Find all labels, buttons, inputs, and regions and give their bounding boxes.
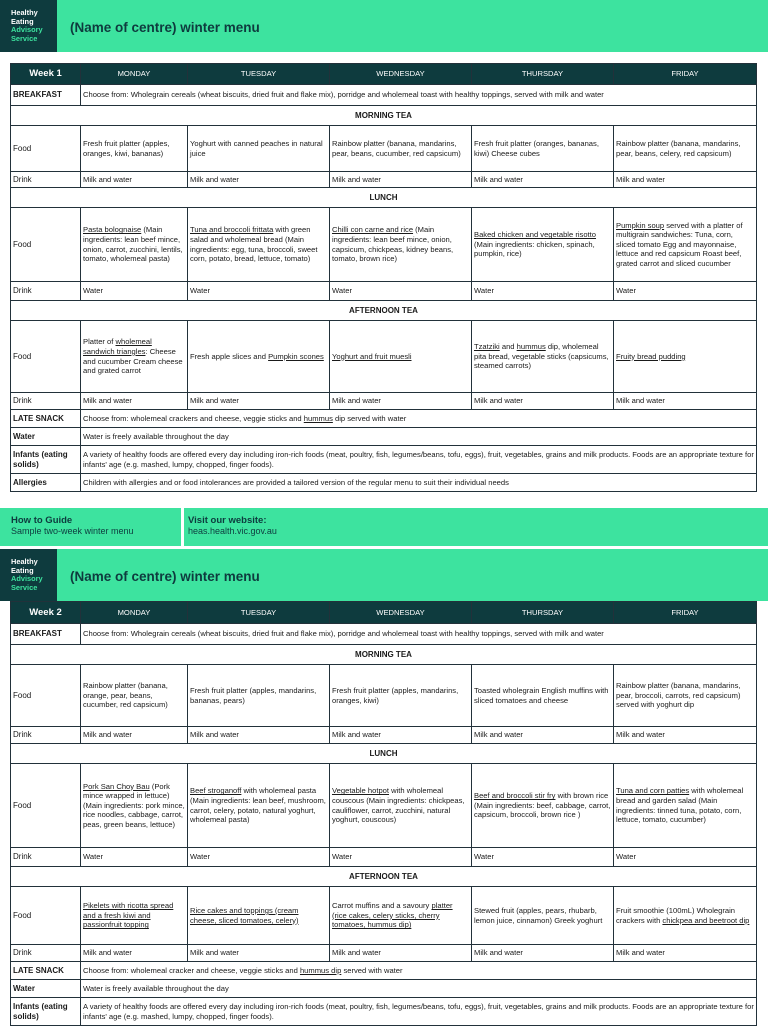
drink-row: Drink Water Water Water Water Water bbox=[11, 282, 757, 301]
menu-cell: Chilli con carne and rice (Main ingredients: lean beef mince, onion, capsicum, chickpeas, kidney beans, tomato, brown rice) bbox=[330, 208, 472, 282]
section-row: AFTERNOON TEA bbox=[11, 867, 757, 887]
menu-cell: Yoghurt with canned peaches in natural juice bbox=[188, 126, 330, 172]
recipe-link[interactable]: chickpea and beetroot dip bbox=[662, 915, 750, 925]
page-title: (Name of centre) winter menu bbox=[70, 20, 260, 35]
day-header: TUESDAY bbox=[188, 64, 330, 85]
table-header-row bbox=[11, 64, 757, 85]
recipe-link[interactable]: Pumpkin soup bbox=[616, 220, 665, 230]
recipe-link[interactable]: Tuna and broccoli frittata bbox=[190, 225, 274, 235]
guide-band bbox=[0, 508, 768, 546]
food-row: Food Pork San Choy Bau (Pork mince wrapped in lettuce) (Main ingredients: pork mince, rice noodles, cabbage, carrot, peas, green beans, lettuce) Beef stroganoff with wholemeal pasta (Main ingredients: lean beef, mushroom, carrot, celery, potato, natural yoghurt, wholemeal pasta) Vegetable hotpot with wholemeal couscous (Main ingredients: chickpeas, cauliflower, carrot, zucchini, natural yoghurt, couscous) Beef and broccoli stir fry with brown rice (Main ingredients: beef, cabbage, carrot, capsicum, broccoli, brown rice ) Tuna and corn patties with wholemeal bread and garden salad (Main ingredients: tinned tuna, potato, corn, lettuce, tomato, cucumber) bbox=[11, 764, 757, 848]
section-row: MORNING TEA bbox=[11, 106, 757, 126]
day-header: FRIDAY bbox=[614, 602, 757, 624]
food-row: Food Fresh fruit platter (apples, oranges, kiwi, bananas) Yoghurt with canned peaches in natural juice Rainbow platter (banana, mandarins, pear, beans, cucumber, red capsicum) Fresh fruit platter (oranges, bananas, kiwi) Cheese cubes Rainbow platter (banana, mandarins, pear, beans, celery, red capsicum) bbox=[11, 126, 757, 172]
recipe-link[interactable]: Pork San Choy Bau bbox=[83, 781, 150, 791]
water-row: Water Water is freely available throughout the day bbox=[11, 428, 757, 446]
day-header: MONDAY bbox=[81, 64, 188, 85]
late-snack-row: LATE SNACK Choose from: wholemeal cracker and cheese, veggie sticks and hummus dip served with water bbox=[11, 962, 757, 980]
day-header: FRIDAY bbox=[614, 64, 757, 85]
drink-row: Drink Milk and water Milk and water Milk and water Milk and water Milk and water bbox=[11, 393, 757, 410]
recipe-link[interactable]: Pikelets with ricotta spread and a fresh kiwi and passionfruit topping bbox=[83, 901, 174, 930]
week-1-menu-table bbox=[10, 63, 757, 492]
recipe-link[interactable]: Rice cakes and toppings (cream cheese, sliced tomatoes, celery) bbox=[190, 905, 299, 925]
recipe-link[interactable]: Pumpkin scones bbox=[268, 351, 324, 361]
section-row: AFTERNOON TEA bbox=[11, 301, 757, 321]
drink-row: Drink Milk and water Milk and water Milk and water Milk and water Milk and water bbox=[11, 172, 757, 188]
page-title: (Name of centre) winter menu bbox=[70, 569, 260, 584]
menu-cell bbox=[614, 321, 757, 393]
drink-row: Drink Milk and water Milk and water Milk and water Milk and water Milk and water bbox=[11, 727, 757, 744]
menu-cell: Tuna and corn patties with wholemeal bread and garden salad (Main ingredients: tinned tuna, potato, corn, lettuce, tomato, cucumber) bbox=[614, 764, 757, 848]
menu-cell: Beef stroganoff with wholemeal pasta (Main ingredients: lean beef, mushroom, carrot, celery, potato, natural yoghurt, wholemeal pasta) bbox=[188, 764, 330, 848]
recipe-link[interactable]: wholemeal sandwich triangles bbox=[83, 337, 152, 356]
drink-row: Drink Water Water Water Water Water bbox=[11, 848, 757, 867]
recipe-link[interactable]: hummus bbox=[303, 413, 333, 423]
menu-cell: Fresh fruit platter (apples, oranges, kiwi, bananas) bbox=[81, 126, 188, 172]
how-to-guide: How to Guide Sample two-week winter menu bbox=[11, 515, 134, 536]
menu-cell: Rainbow platter (banana, orange, pear, beans, cucumber, red capsicum) bbox=[81, 665, 188, 727]
menu-cell: Carrot muffins and a savoury platter (rice cakes, celery sticks, cherry tomatoes, hummus dip) bbox=[330, 887, 472, 945]
menu-cell bbox=[188, 887, 330, 945]
menu-cell: Tzatziki and hummus dip, wholemeal pita bread, vegetable sticks (capsicums, steamed carrots) bbox=[472, 321, 614, 393]
menu-cell: Stewed fruit (apples, pears, rhubarb, lemon juice, cinnamon) Greek yoghurt bbox=[472, 887, 614, 945]
section-row: LUNCH bbox=[11, 744, 757, 764]
day-header: TUESDAY bbox=[188, 602, 330, 624]
menu-cell: Fruit smoothie (100mL) Wholegrain crackers with chickpea and beetroot dip bbox=[614, 887, 757, 945]
food-row: Food Platter of wholemeal sandwich triangles: Cheese and cucumber Cream cheese and grated carrot Fresh apple slices and Pumpkin scones Yoghurt and fruit muesli Tzatziki and hummus dip, wholemeal pita bread, vegetable sticks (capsicums, steamed carrots) Fruity bread pudding bbox=[11, 321, 757, 393]
infants-row: Infants (eating solids) A variety of healthy foods are offered every day including iron-rich foods (meat, poultry, fish, legumes/beans, tofu, eggs), fruit, vegetables, grains and milk products. Foods are an appropriate texture for infants' age (e.g. mashed, lumpy, chopped, finger foods). bbox=[11, 446, 757, 474]
heas-logo: Healthy Eating Advisory Service bbox=[0, 549, 57, 601]
late-snack-row: LATE SNACK Choose from: wholemeal crackers and cheese, veggie sticks and hummus dip served with water bbox=[11, 410, 757, 428]
menu-cell: Platter of wholemeal sandwich triangles: Cheese and cucumber Cream cheese and grated carrot bbox=[81, 321, 188, 393]
menu-cell bbox=[81, 887, 188, 945]
menu-cell: Tuna and broccoli frittata with green salad and wholemeal bread (Main ingredients: egg, tuna, broccoli, sweet corn, potato, bread, lettuce, tomato) bbox=[188, 208, 330, 282]
heas-logo: Healthy Eating Advisory Service bbox=[0, 0, 57, 52]
recipe-link[interactable]: Tuna and corn patties bbox=[616, 786, 690, 796]
food-row: Food Pikelets with ricotta spread and a fresh kiwi and passionfruit topping Rice cakes and toppings (cream cheese, sliced tomatoes, celery) Carrot muffins and a savoury platter (rice cakes, celery sticks, cherry tomatoes, hummus dip) Stewed fruit (apples, pears, rhubarb, lemon juice, cinnamon) Greek yoghurt Fruit smoothie (100mL) Wholegrain crackers with chickpea and beetroot dip bbox=[11, 887, 757, 945]
section-row: MORNING TEA bbox=[11, 645, 757, 665]
menu-cell: Rainbow platter (banana, mandarins, pear, beans, celery, red capsicum) bbox=[614, 126, 757, 172]
divider bbox=[181, 508, 184, 546]
website-link[interactable]: heas.health.vic.gov.au bbox=[188, 526, 277, 536]
menu-cell: Baked chicken and vegetable risotto (Main ingredients: chicken, spinach, pumpkin, rice) bbox=[472, 208, 614, 282]
recipe-link[interactable]: platter (rice cakes, celery sticks, cherry tomatoes, hummus dip) bbox=[332, 901, 453, 930]
header-week-2 bbox=[0, 549, 768, 601]
week-label: Week 1 bbox=[11, 64, 81, 85]
menu-cell: Toasted wholegrain English muffins with sliced tomatoes and cheese bbox=[472, 665, 614, 727]
website-block: Visit our website: heas.health.vic.gov.au bbox=[188, 515, 277, 536]
breakfast-row: BREAKFAST Choose from: Wholegrain cereals (wheat biscuits, dried fruit and flake mix), porridge and wholemeal toast with healthy toppings, served with milk and water bbox=[11, 624, 757, 645]
menu-cell: Rainbow platter (banana, mandarins, pear, beans, cucumber, red capsicum) bbox=[330, 126, 472, 172]
menu-cell: Fresh apple slices and Pumpkin scones bbox=[188, 321, 330, 393]
breakfast-row: BREAKFAST Choose from: Wholegrain cereals (wheat biscuits, dried fruit and flake mix), porridge and wholemeal toast with healthy toppings, served with milk and water bbox=[11, 85, 757, 106]
header-week-1 bbox=[0, 0, 768, 52]
recipe-link[interactable]: Yoghurt and fruit muesli bbox=[332, 351, 412, 361]
menu-cell: Fresh fruit platter (apples, mandarins, oranges, kiwi) bbox=[330, 665, 472, 727]
day-header: WEDNESDAY bbox=[330, 64, 472, 85]
food-row: Food Rainbow platter (banana, orange, pear, beans, cucumber, red capsicum) Fresh fruit platter (apples, mandarins, bananas, pears) Fresh fruit platter (apples, mandarins, oranges, kiwi) Toasted wholegrain English muffins with sliced tomatoes and cheese Rainbow platter (banana, mandarins, pear, broccoli, carrots, red capsicum) served with yoghurt dip bbox=[11, 665, 757, 727]
day-header: THURSDAY bbox=[472, 64, 614, 85]
recipe-link[interactable]: Beef and broccoli stir fry bbox=[474, 791, 556, 801]
water-row: Water Water is freely available throughout the day bbox=[11, 980, 757, 998]
recipe-link[interactable]: Fruity bread pudding bbox=[616, 351, 686, 361]
menu-cell: Fresh fruit platter (apples, mandarins, bananas, pears) bbox=[188, 665, 330, 727]
recipe-link[interactable]: Baked chicken and vegetable risotto bbox=[474, 230, 597, 240]
recipe-link[interactable]: Chilli con carne and rice bbox=[332, 225, 414, 235]
recipe-link[interactable]: hummus bbox=[516, 342, 546, 352]
menu-cell: Vegetable hotpot with wholemeal couscous (Main ingredients: chickpeas, cauliflower, carrot, zucchini, natural yoghurt, couscous) bbox=[330, 764, 472, 848]
day-header: WEDNESDAY bbox=[330, 602, 472, 624]
menu-cell: Fresh fruit platter (oranges, bananas, kiwi) Cheese cubes bbox=[472, 126, 614, 172]
recipe-link[interactable]: Pasta bolognaise bbox=[83, 225, 142, 235]
recipe-link[interactable]: Tzatziki bbox=[474, 342, 500, 352]
food-row: Food Pasta bolognaise (Main ingredients: lean beef mince, onion, carrot, zucchini, lentils, tomato, wholemeal pasta) Tuna and broccoli frittata with green salad and wholemeal bread (Main ingredients: egg, tuna, broccoli, sweet corn, potato, bread, lettuce, tomato) Chilli con carne and rice (Main ingredients: lean beef mince, onion, capsicum, chickpeas, kidney beans, tomato, brown rice) Baked chicken and vegetable risotto (Main ingredients: chicken, spinach, pumpkin, rice) Pumpkin soup served with a platter of multigrain sandwiches: Tuna, corn, sliced tomato Egg and mayonnaise, lettuce and red capsicum Roast beef, grated carrot and sliced cucumber bbox=[11, 208, 757, 282]
allergies-row: Allergies Children with allergies and or food intolerances are provided a tailored version of the regular menu to suit their individual needs bbox=[11, 474, 757, 492]
week-2-menu-table bbox=[10, 601, 757, 1026]
menu-cell: Rainbow platter (banana, mandarins, pear, broccoli, carrots, red capsicum) served with yoghurt dip bbox=[614, 665, 757, 727]
recipe-link[interactable]: Beef stroganoff bbox=[190, 786, 242, 796]
drink-row: Drink Milk and water Milk and water Milk and water Milk and water Milk and water bbox=[11, 945, 757, 962]
menu-cell: Beef and broccoli stir fry with brown rice (Main ingredients: beef, cabbage, carrot, capsicum, broccoli, brown rice ) bbox=[472, 764, 614, 848]
recipe-link[interactable]: Vegetable hotpot bbox=[332, 786, 390, 796]
menu-cell bbox=[330, 321, 472, 393]
infants-row: Infants (eating solids) A variety of healthy foods are offered every day including iron-rich foods (meat, poultry, fish, legumes/beans, tofu, eggs), fruit, vegetables, grains and milk products. Foods are an appropriate texture for infants' age (e.g. mashed, lumpy, chopped, finger foods). bbox=[11, 998, 757, 1026]
day-header: THURSDAY bbox=[472, 602, 614, 624]
menu-cell: Pumpkin soup served with a platter of multigrain sandwiches: Tuna, corn, sliced tomato Egg and mayonnaise, lettuce and red capsicum Roast beef, grated carrot and sliced cucumber bbox=[614, 208, 757, 282]
recipe-link[interactable]: hummus dip bbox=[299, 965, 342, 975]
menu-cell: Pasta bolognaise (Main ingredients: lean beef mince, onion, carrot, zucchini, lentils, tomato, wholemeal pasta) bbox=[81, 208, 188, 282]
week-label: Week 2 bbox=[11, 602, 81, 624]
menu-cell: Pork San Choy Bau (Pork mince wrapped in lettuce) (Main ingredients: pork mince, rice noodles, cabbage, carrot, peas, green beans, lettuce) bbox=[81, 764, 188, 848]
section-row: LUNCH bbox=[11, 188, 757, 208]
table-header-row bbox=[11, 602, 757, 624]
day-header: MONDAY bbox=[81, 602, 188, 624]
